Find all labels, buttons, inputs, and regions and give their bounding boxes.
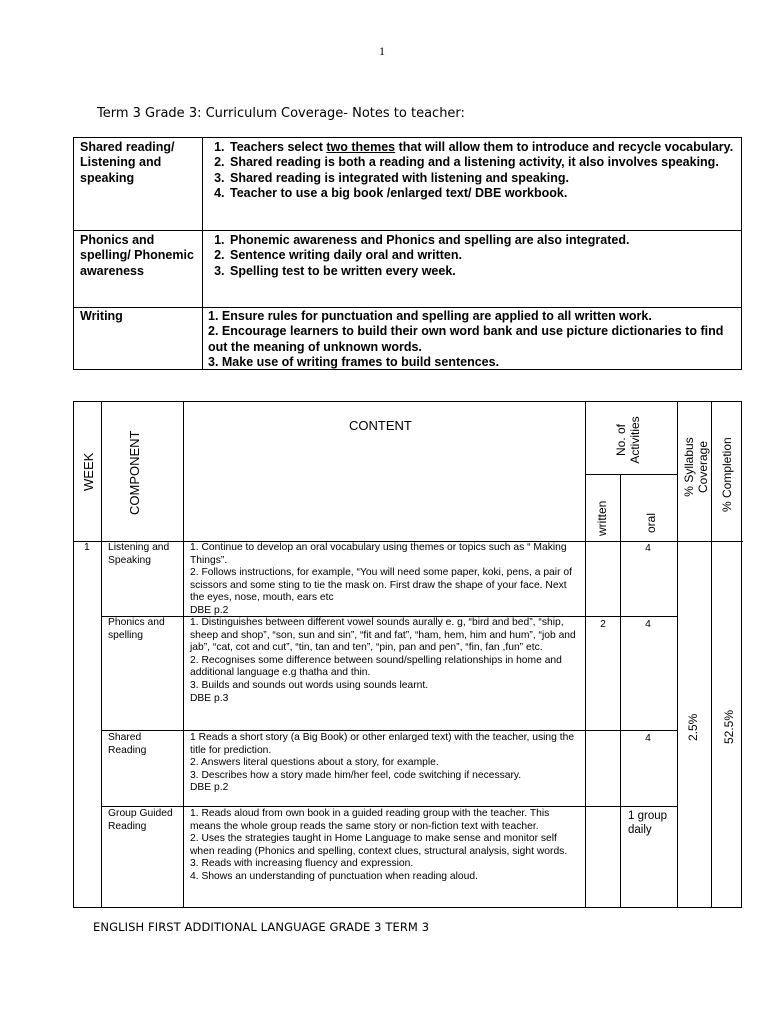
content-cell: 1. Distinguishes between different vowel sounds aurally e. g, “bird and bed”, “ship, sheep and shop”, “son, sun and sin”, “fit and fat”, “ham, hem, him and hum”, “job and jab”, “cat, cot and cut”, “tin, tan and ten”, “pin, pan and pen”, “fin, fan ,fun” etc. 2. Recognises some difference between sound/spelling relationships in home and additional language e.g thatha and thin. 3. Builds and sounds out words using sounds learnt. DBE p.3 <box>190 617 576 704</box>
oral-header: oral <box>644 512 658 533</box>
notes-body <box>209 233 735 279</box>
notes-item: 2. Shared reading is both a reading and a listening activity, it also involves speaking. <box>228 155 735 170</box>
page-footer: ENGLISH FIRST ADDITIONAL LANGUAGE GRADE 3 TERM 3 <box>93 920 430 934</box>
notes-table <box>73 137 742 370</box>
notes-item: 3. Spelling test to be written every week. <box>228 264 735 279</box>
notes-body <box>209 140 735 201</box>
notes-item: 4. Teacher to use a big book /enlarged text/ DBE workbook. <box>228 186 735 201</box>
completion-header: % Completion <box>720 437 734 512</box>
notes-line: 3. Make use of writing frames to build sentences. <box>208 354 500 369</box>
activities-header: No. of Activities <box>614 416 642 464</box>
notes-item: 1. Teachers select two themes that will allow them to introduce and recycle vocabulary. <box>228 140 735 155</box>
oral-count: 1 group daily <box>628 810 668 836</box>
syllabus-header: % Syllabus Coverage <box>682 437 710 497</box>
week-header: WEEK <box>81 452 96 491</box>
notes-list <box>209 140 735 201</box>
syllabus-value: 2.5% <box>686 713 700 741</box>
content-cell: 1. Continue to develop an oral vocabulary using themes or topics such as “ Making Things”. 2. Follows instructions, for example, “You will need some paper, koki, pens, a pair of scissors and some sting to tie the mask on. First draw the shape of your face. Next the eyes, nose, mouth, ears etc DBE p.2 <box>190 542 572 616</box>
notes-line: 2. Encourage learners to build their own word bank and use picture dictionaries to find out the meaning of unknown words. <box>208 324 724 354</box>
notes-item: 2. Sentence writing daily oral and written. <box>228 248 735 263</box>
page-number: 1 <box>379 44 385 58</box>
notes-body <box>208 309 735 370</box>
content-cell: 1. Reads aloud from own book in a guided reading group with the teacher. This means the whole group reads the same story or non-fiction text with teacher. 2. Uses the strategies taught in Home Language to make sense and monitor self when reading (Phonics and spelling, context clues, structural analysis, sight words. 3. Reads with increasing fluency and expression. 4. Shows an understanding of punctuation when reading aloud. <box>190 808 568 882</box>
component-cell: Shared Reading <box>108 732 147 756</box>
oral-count: 4 <box>645 543 651 554</box>
notes-row-phonics <box>74 231 741 308</box>
content-cell: 1 Reads a short story (a Big Book) or other enlarged text) with the teacher, using the title for prediction. 2. Answers literal questions about a story, for example. 3. Describes how a story made him/her feel, code switching if necessary. DBE p.2 <box>190 732 575 794</box>
component-cell: Group Guided Reading <box>108 808 173 832</box>
notes-row-shared-reading <box>74 138 741 231</box>
component-header: COMPONENT <box>127 430 142 515</box>
written-count: 2 <box>600 619 606 630</box>
week-table <box>73 401 742 908</box>
notes-item: 3. Shared reading is integrated with listening and speaking. <box>228 171 735 186</box>
notes-row-writing <box>74 308 741 371</box>
notes-list <box>209 233 735 279</box>
component-cell: Listening and Speaking <box>108 542 170 566</box>
content-header: CONTENT <box>349 418 412 433</box>
written-header: written <box>595 500 609 536</box>
page-heading: Term 3 Grade 3: Curriculum Coverage- Notes to teacher: <box>97 106 465 121</box>
notes-line: 1. Ensure rules for punctuation and spelling are applied to all written work. <box>208 309 652 323</box>
oral-count: 4 <box>645 733 651 744</box>
notes-label: Phonics and spelling/ Phonemic awareness <box>80 233 194 278</box>
component-cell: Phonics and spelling <box>108 617 165 641</box>
oral-count: 4 <box>645 619 651 630</box>
notes-label: Shared reading/ Listening and speaking <box>80 140 175 185</box>
week-number: 1 <box>84 542 90 553</box>
notes-label: Writing <box>80 309 123 323</box>
notes-item: 1. Phonemic awareness and Phonics and spelling are also integrated. <box>228 233 735 248</box>
completion-value: 52.5% <box>722 709 736 744</box>
